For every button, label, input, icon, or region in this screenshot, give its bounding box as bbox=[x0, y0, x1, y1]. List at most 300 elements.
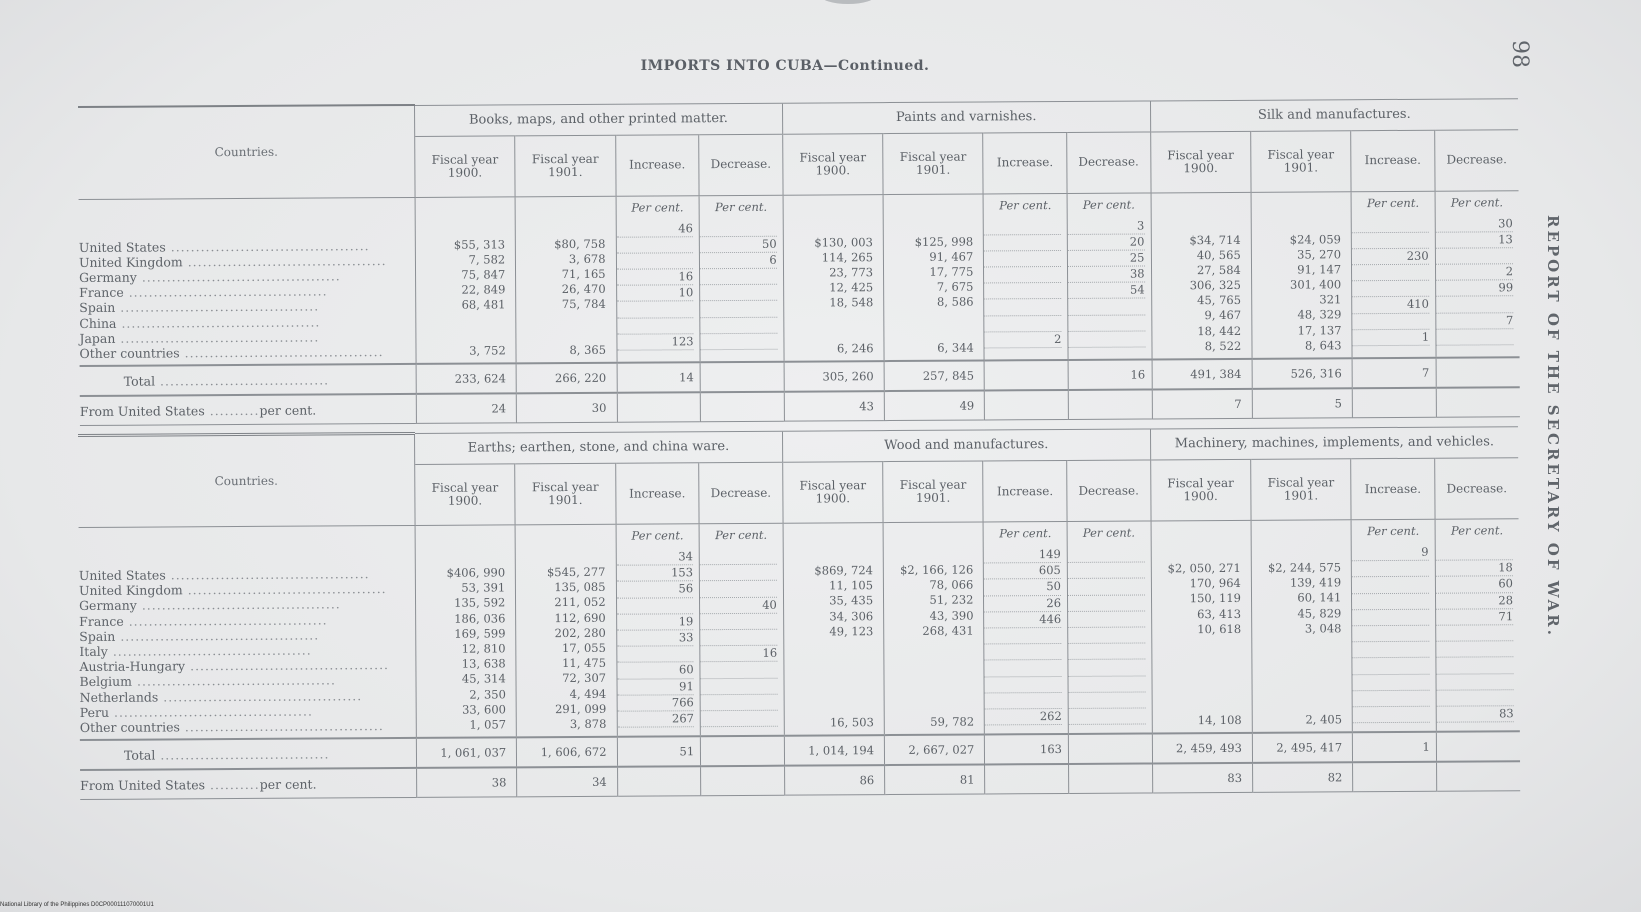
value-cell: 75, 784 bbox=[561, 297, 606, 312]
percent-cell: 10 bbox=[617, 285, 694, 302]
value-cell: 7, 675 bbox=[936, 279, 974, 294]
value-cell: $125, 998 bbox=[914, 234, 974, 249]
col-decrease: Decrease. bbox=[699, 462, 783, 524]
dot-leader: .......... bbox=[204, 776, 260, 792]
percent-cell bbox=[1353, 658, 1430, 675]
percent-cell: 16 bbox=[617, 269, 694, 286]
dot-leader: ........................................ bbox=[158, 687, 363, 705]
total-cell bbox=[1068, 734, 1152, 765]
dot-leader: ........................................ bbox=[185, 657, 390, 674]
value-cell: 17, 775 bbox=[929, 264, 974, 279]
dot-leader: .......... bbox=[204, 402, 260, 418]
dot-leader: ........................................ bbox=[182, 581, 387, 598]
country-name: Japan bbox=[79, 330, 116, 346]
value-cell: 135, 085 bbox=[554, 579, 606, 595]
col-increase: Increase. bbox=[983, 132, 1067, 194]
col-values-decrease bbox=[1435, 190, 1520, 358]
country-row bbox=[80, 718, 416, 735]
total-cell: 491, 384 bbox=[1152, 359, 1252, 390]
table-lower bbox=[78, 425, 1520, 800]
table1-grid bbox=[78, 97, 1520, 426]
percent-cell bbox=[1352, 232, 1429, 249]
percent-cell bbox=[1352, 610, 1429, 627]
value-cell: 321 bbox=[1319, 292, 1342, 307]
percent-cell bbox=[1068, 611, 1145, 628]
percent-cell bbox=[1436, 625, 1513, 642]
col-increase: Increase. bbox=[615, 134, 699, 196]
total-cell: 1 bbox=[1353, 732, 1437, 763]
value-cell: $2, 166, 126 bbox=[900, 562, 974, 577]
value-cell: 8, 586 bbox=[936, 294, 974, 310]
col-decrease: Decrease. bbox=[1067, 131, 1151, 193]
percent-cell bbox=[984, 218, 1061, 235]
from-us-cell bbox=[985, 764, 1069, 794]
col-values-decrease bbox=[1435, 519, 1520, 732]
total-cell: 305, 260 bbox=[784, 361, 884, 392]
per-cent-label: Per cent. bbox=[1082, 525, 1136, 540]
value-cell bbox=[884, 654, 973, 670]
percent-cell: 230 bbox=[1352, 249, 1429, 266]
percent-cell bbox=[1353, 642, 1430, 659]
per-cent-label: Per cent. bbox=[1367, 523, 1420, 539]
value-cell: 169, 599 bbox=[454, 626, 506, 641]
country-name: Italy bbox=[79, 643, 108, 660]
col-values-decrease bbox=[699, 523, 784, 736]
value-cell: 75, 847 bbox=[461, 267, 506, 282]
value-cell: $2, 050, 271 bbox=[1167, 560, 1241, 576]
value-cell: 53, 391 bbox=[461, 580, 506, 595]
from-us-cell: 34 bbox=[517, 767, 617, 797]
value-cell: 34, 306 bbox=[829, 608, 874, 623]
col-fiscal-year-1901: Fiscal year 1901. bbox=[515, 135, 616, 197]
value-cell bbox=[884, 310, 973, 326]
total-cell: 257, 845 bbox=[884, 360, 984, 391]
percent-cell bbox=[617, 598, 694, 615]
country-name: Germany bbox=[79, 598, 137, 614]
percent-cell: 2 bbox=[1436, 264, 1513, 281]
percent-cell: 3 bbox=[1068, 218, 1145, 235]
per-cent-suffix: per cent. bbox=[259, 776, 317, 792]
percent-cell: 149 bbox=[984, 547, 1061, 564]
value-cell: 3, 678 bbox=[568, 251, 606, 266]
from-us-cell: 43 bbox=[784, 391, 884, 421]
value-cell: 2, 350 bbox=[469, 686, 506, 702]
total-cell: 51 bbox=[617, 736, 701, 767]
value-cell bbox=[1252, 651, 1341, 667]
value-cell: $406, 990 bbox=[446, 565, 506, 580]
value-cell bbox=[784, 311, 873, 327]
percent-cell: 91 bbox=[617, 679, 694, 696]
percent-cell: 71 bbox=[1436, 609, 1513, 626]
col-values-increase bbox=[1351, 519, 1436, 732]
total-label-cell bbox=[80, 364, 417, 396]
from-us-cell: 5 bbox=[1252, 388, 1352, 418]
value-cell bbox=[517, 327, 606, 343]
percent-cell: 60 bbox=[1436, 577, 1513, 594]
total-cell: 14 bbox=[617, 362, 701, 393]
percent-cell bbox=[984, 235, 1061, 252]
value-cell: 33, 600 bbox=[462, 702, 507, 717]
value-cell bbox=[1152, 667, 1241, 683]
percent-cell bbox=[700, 301, 777, 318]
country-name: China bbox=[79, 315, 117, 331]
value-cell bbox=[416, 328, 505, 344]
country-row bbox=[79, 581, 415, 598]
percent-cell: 16 bbox=[700, 646, 777, 663]
from-us-label: From United States bbox=[80, 776, 206, 793]
from-us-cell bbox=[700, 392, 784, 422]
col-values-increase bbox=[983, 193, 1068, 361]
value-cell bbox=[885, 684, 974, 700]
percent-cell bbox=[1436, 248, 1513, 265]
col-fiscal-year-1901: Fiscal year 1901. bbox=[883, 132, 984, 194]
col-increase: Increase. bbox=[1351, 130, 1435, 192]
value-cell: 16, 503 bbox=[829, 715, 874, 730]
total-cell bbox=[700, 362, 784, 393]
value-cell: 48, 329 bbox=[1297, 307, 1342, 322]
percent-cell bbox=[1353, 707, 1430, 724]
value-cell: 49, 123 bbox=[829, 623, 874, 639]
value-cell: 71, 165 bbox=[561, 266, 606, 281]
value-cell bbox=[416, 313, 505, 329]
value-cell: 306, 325 bbox=[1189, 277, 1241, 293]
percent-cell bbox=[701, 678, 778, 695]
percent-cell bbox=[1352, 561, 1429, 578]
country-name: Peru bbox=[79, 704, 110, 720]
countries-header: Countries. bbox=[78, 105, 415, 199]
percent-cell: 446 bbox=[985, 612, 1062, 629]
per-cent-label: Per cent. bbox=[631, 199, 684, 215]
total-cell: 2, 667, 027 bbox=[884, 735, 984, 766]
dot-leader: ........................................ bbox=[108, 703, 313, 720]
from-us-cell bbox=[1436, 761, 1520, 791]
percent-cell bbox=[617, 646, 694, 663]
value-cell: $80, 758 bbox=[554, 236, 606, 251]
from-us-label: From United States bbox=[79, 402, 205, 419]
value-cell: 10, 618 bbox=[1197, 621, 1242, 636]
value-cell bbox=[784, 654, 873, 670]
percent-cell: 99 bbox=[1436, 280, 1513, 297]
percent-cell bbox=[985, 693, 1062, 710]
value-cell: 35, 435 bbox=[829, 593, 874, 608]
per-cent-label: Per cent. bbox=[631, 528, 684, 543]
value-cell bbox=[517, 312, 606, 328]
col-values-fy1900 bbox=[1151, 192, 1252, 360]
percent-cell bbox=[1352, 216, 1429, 233]
country-name: Germany bbox=[79, 269, 137, 285]
from-us-cell bbox=[617, 766, 701, 796]
country-name: United States bbox=[78, 567, 166, 583]
percent-cell: 9 bbox=[1352, 545, 1429, 562]
country-name: Austria-Hungary bbox=[79, 658, 186, 675]
value-cell bbox=[1152, 652, 1241, 668]
value-cell: 211, 052 bbox=[554, 595, 606, 610]
percent-cell bbox=[985, 299, 1062, 316]
col-values-increase bbox=[983, 521, 1068, 734]
dot-leader: ........................................ bbox=[116, 314, 321, 331]
value-cell: 9, 467 bbox=[1204, 308, 1242, 323]
total-cell bbox=[984, 360, 1068, 391]
countries-header: Countries. bbox=[78, 433, 415, 527]
table-upper bbox=[78, 97, 1520, 426]
percent-cell bbox=[1436, 690, 1513, 707]
percent-cell bbox=[1353, 690, 1430, 707]
percent-cell: 18 bbox=[1436, 560, 1513, 577]
percent-cell: 2 bbox=[985, 332, 1062, 349]
country-row bbox=[79, 657, 415, 674]
percent-cell bbox=[1352, 626, 1429, 643]
percent-cell bbox=[1069, 708, 1146, 725]
value-cell bbox=[885, 699, 974, 715]
col-increase: Increase. bbox=[983, 460, 1067, 522]
from-us-cell: 82 bbox=[1252, 762, 1352, 792]
percent-cell bbox=[1068, 315, 1145, 332]
percent-cell bbox=[1068, 644, 1145, 661]
value-cell: 17, 055 bbox=[561, 640, 606, 655]
value-cell bbox=[784, 669, 873, 685]
table2-grid bbox=[78, 425, 1520, 800]
country-name: Other countries bbox=[79, 719, 180, 736]
percent-cell: 1 bbox=[1353, 330, 1430, 347]
percent-cell: 83 bbox=[1437, 706, 1514, 723]
col-fiscal-year-1900: Fiscal year 1900. bbox=[782, 462, 883, 524]
percent-cell: 20 bbox=[1068, 234, 1145, 251]
value-cell: $24, 059 bbox=[1289, 231, 1341, 247]
total-cell: 163 bbox=[985, 734, 1069, 765]
col-values-fy1900 bbox=[415, 525, 517, 738]
from-us-cell: 7 bbox=[1152, 389, 1252, 419]
total-cell: 266, 220 bbox=[516, 363, 616, 394]
value-cell bbox=[1253, 697, 1342, 713]
percent-cell: 46 bbox=[616, 221, 693, 238]
value-cell: $869, 724 bbox=[814, 563, 873, 578]
col-values-fy1901 bbox=[515, 196, 616, 364]
percent-cell: 13 bbox=[1435, 232, 1512, 249]
percent-cell bbox=[984, 251, 1061, 268]
value-cell: 11, 475 bbox=[562, 655, 607, 671]
value-cell bbox=[1152, 682, 1241, 698]
total-cell: 1, 606, 672 bbox=[517, 737, 617, 768]
value-cell: 12, 810 bbox=[461, 641, 506, 656]
country-name: United States bbox=[78, 238, 166, 255]
percent-cell bbox=[701, 711, 778, 728]
total-cell bbox=[1436, 731, 1520, 762]
value-cell: 59, 782 bbox=[930, 714, 975, 729]
value-cell: 8, 643 bbox=[1304, 338, 1342, 353]
total-cell: 1, 014, 194 bbox=[784, 735, 884, 766]
value-cell: 202, 280 bbox=[554, 625, 606, 640]
country-name: Spain bbox=[79, 300, 116, 316]
percent-cell bbox=[1352, 593, 1429, 610]
col-values-decrease bbox=[699, 195, 784, 363]
percent-cell bbox=[984, 283, 1061, 300]
value-cell: 139, 419 bbox=[1289, 575, 1342, 590]
percent-cell bbox=[985, 644, 1062, 661]
percent-cell bbox=[1352, 313, 1429, 330]
from-us-cell bbox=[701, 766, 785, 796]
percent-cell: 605 bbox=[984, 563, 1061, 580]
col-fiscal-year-1901: Fiscal year 1901. bbox=[515, 463, 616, 525]
percent-cell: 28 bbox=[1436, 593, 1513, 610]
per-cent-label: Per cent. bbox=[1450, 194, 1504, 210]
country-row bbox=[79, 253, 415, 270]
col-values-increase bbox=[1351, 191, 1436, 359]
col-increase: Increase. bbox=[1351, 458, 1435, 520]
dot-leader: ........................................ bbox=[179, 344, 384, 361]
percent-cell: 34 bbox=[616, 549, 693, 566]
value-cell: 35, 270 bbox=[1297, 246, 1342, 262]
percent-cell bbox=[1068, 299, 1145, 316]
value-cell: 60, 141 bbox=[1297, 590, 1342, 605]
group-title: Wood and manufactures. bbox=[782, 429, 1150, 462]
from-us-cell: 38 bbox=[417, 767, 517, 797]
value-cell: 3, 752 bbox=[469, 343, 506, 358]
percent-cell: 40 bbox=[700, 597, 777, 614]
value-cell: 291, 099 bbox=[555, 701, 607, 716]
percent-cell bbox=[700, 269, 777, 286]
value-cell: $130, 003 bbox=[814, 234, 873, 250]
country-row bbox=[79, 344, 415, 361]
value-cell: 6, 246 bbox=[836, 340, 874, 356]
value-cell: 8, 365 bbox=[569, 342, 607, 357]
from-us-label-cell bbox=[80, 768, 417, 800]
percent-cell: 25 bbox=[1068, 250, 1145, 267]
value-cell: 51, 232 bbox=[929, 592, 974, 608]
value-cell: 68, 481 bbox=[461, 297, 506, 312]
value-cell: 91, 147 bbox=[1297, 262, 1342, 277]
percent-cell bbox=[1352, 577, 1429, 594]
value-cell: $545, 277 bbox=[546, 564, 606, 580]
value-cell: 6, 344 bbox=[937, 340, 974, 355]
col-fiscal-year-1900: Fiscal year 1900. bbox=[1150, 131, 1251, 193]
percent-cell bbox=[616, 237, 693, 254]
value-cell: $34, 714 bbox=[1189, 232, 1241, 247]
total-cell bbox=[701, 736, 785, 767]
col-values-fy1900 bbox=[1151, 520, 1253, 733]
country-name: United Kingdom bbox=[78, 254, 183, 270]
percent-cell: 267 bbox=[617, 711, 694, 728]
page-title: IMPORTS INTO CUBA—Continued. bbox=[640, 58, 930, 74]
percent-cell bbox=[1352, 281, 1429, 298]
percent-cell: 50 bbox=[984, 579, 1061, 596]
col-values-increase bbox=[616, 195, 701, 363]
dot-leader: ........................................ bbox=[131, 672, 336, 690]
percent-cell bbox=[700, 549, 777, 566]
from-us-cell: 24 bbox=[416, 393, 516, 423]
col-decrease: Decrease. bbox=[1067, 460, 1151, 522]
value-cell bbox=[784, 685, 873, 701]
percent-cell: 6 bbox=[700, 253, 777, 270]
value-cell: 43, 390 bbox=[929, 608, 974, 623]
percent-cell: 123 bbox=[617, 334, 694, 351]
total-label-cell bbox=[80, 738, 417, 770]
value-cell: 18, 548 bbox=[829, 295, 874, 310]
total-label: Total bbox=[123, 747, 156, 763]
value-cell: 45, 314 bbox=[461, 671, 506, 686]
percent-cell bbox=[1068, 579, 1145, 596]
value-cell: 7, 582 bbox=[468, 252, 506, 267]
per-cent-label: Per cent. bbox=[999, 197, 1052, 212]
percent-cell bbox=[701, 662, 778, 679]
percent-cell bbox=[700, 630, 777, 647]
percent-cell bbox=[1352, 265, 1429, 282]
from-us-cell: 49 bbox=[884, 390, 984, 420]
value-cell: 63, 413 bbox=[1197, 606, 1242, 621]
from-us-cell bbox=[1353, 762, 1437, 792]
per-cent-label: Per cent. bbox=[999, 526, 1052, 541]
value-cell: 17, 137 bbox=[1297, 322, 1342, 338]
value-cell: 45, 765 bbox=[1197, 293, 1242, 308]
group-title: Books, maps, and other printed matter. bbox=[414, 103, 782, 136]
value-cell bbox=[784, 639, 873, 655]
col-values-fy1901 bbox=[515, 524, 617, 737]
value-cell: 268, 431 bbox=[922, 623, 974, 638]
per-cent-label: Per cent. bbox=[1366, 195, 1420, 210]
percent-cell bbox=[1436, 641, 1513, 658]
percent-cell bbox=[985, 676, 1062, 693]
percent-cell: 7 bbox=[1436, 313, 1513, 330]
from-us-cell bbox=[1069, 764, 1153, 794]
total-cell: 2, 459, 493 bbox=[1152, 733, 1252, 764]
group-title: Silk and manufactures. bbox=[1150, 98, 1518, 131]
from-us-cell bbox=[1352, 388, 1436, 418]
value-cell: 3, 048 bbox=[1304, 621, 1342, 636]
from-us-cell bbox=[1436, 387, 1520, 417]
value-cell: 45, 829 bbox=[1297, 605, 1342, 621]
percent-cell: 26 bbox=[984, 596, 1061, 613]
percent-cell bbox=[1353, 674, 1430, 691]
col-fiscal-year-1901: Fiscal year 1901. bbox=[1251, 459, 1352, 521]
total-cell: 7 bbox=[1352, 358, 1436, 389]
dot-leader: ........................................ bbox=[115, 298, 320, 316]
col-fiscal-year-1900: Fiscal year 1900. bbox=[1150, 459, 1251, 521]
percent-cell: 153 bbox=[616, 565, 693, 582]
value-cell bbox=[1252, 636, 1341, 652]
percent-cell bbox=[985, 316, 1062, 333]
percent-cell: 19 bbox=[617, 614, 694, 631]
percent-cell bbox=[616, 253, 693, 270]
percent-cell bbox=[700, 285, 777, 302]
country-list bbox=[79, 197, 416, 366]
dot-leader: ........................................ bbox=[182, 252, 387, 270]
percent-cell bbox=[1436, 674, 1513, 691]
total-cell: 526, 316 bbox=[1252, 358, 1352, 389]
dot-leader: ........................................ bbox=[179, 718, 384, 735]
percent-cell: 54 bbox=[1068, 283, 1145, 300]
percent-cell bbox=[985, 628, 1062, 645]
total-cell: 233, 624 bbox=[416, 363, 516, 394]
value-cell: 114, 265 bbox=[821, 249, 874, 265]
value-cell bbox=[885, 669, 974, 685]
dot-leader: ........................................ bbox=[123, 283, 328, 300]
value-cell: 72, 307 bbox=[562, 671, 607, 686]
per-cent-label: Per cent. bbox=[1082, 197, 1135, 212]
percent-cell bbox=[984, 267, 1061, 284]
scan-footer-note: National Library of the Philippines D0CP000111070001U1 bbox=[0, 902, 154, 908]
col-decrease: Decrease. bbox=[1435, 458, 1519, 520]
percent-cell: 60 bbox=[617, 663, 694, 680]
per-cent-label: Per cent. bbox=[714, 199, 768, 214]
value-cell: 11, 105 bbox=[829, 578, 874, 593]
from-us-cell bbox=[985, 390, 1069, 420]
value-cell bbox=[1152, 698, 1241, 714]
percent-cell bbox=[985, 660, 1062, 677]
value-cell: 3, 878 bbox=[569, 716, 607, 731]
group-title: Paints and varnishes. bbox=[782, 100, 1150, 133]
dot-leader: .................................. bbox=[155, 746, 330, 763]
percent-cell bbox=[1069, 692, 1146, 709]
percent-cell: 33 bbox=[617, 630, 694, 647]
